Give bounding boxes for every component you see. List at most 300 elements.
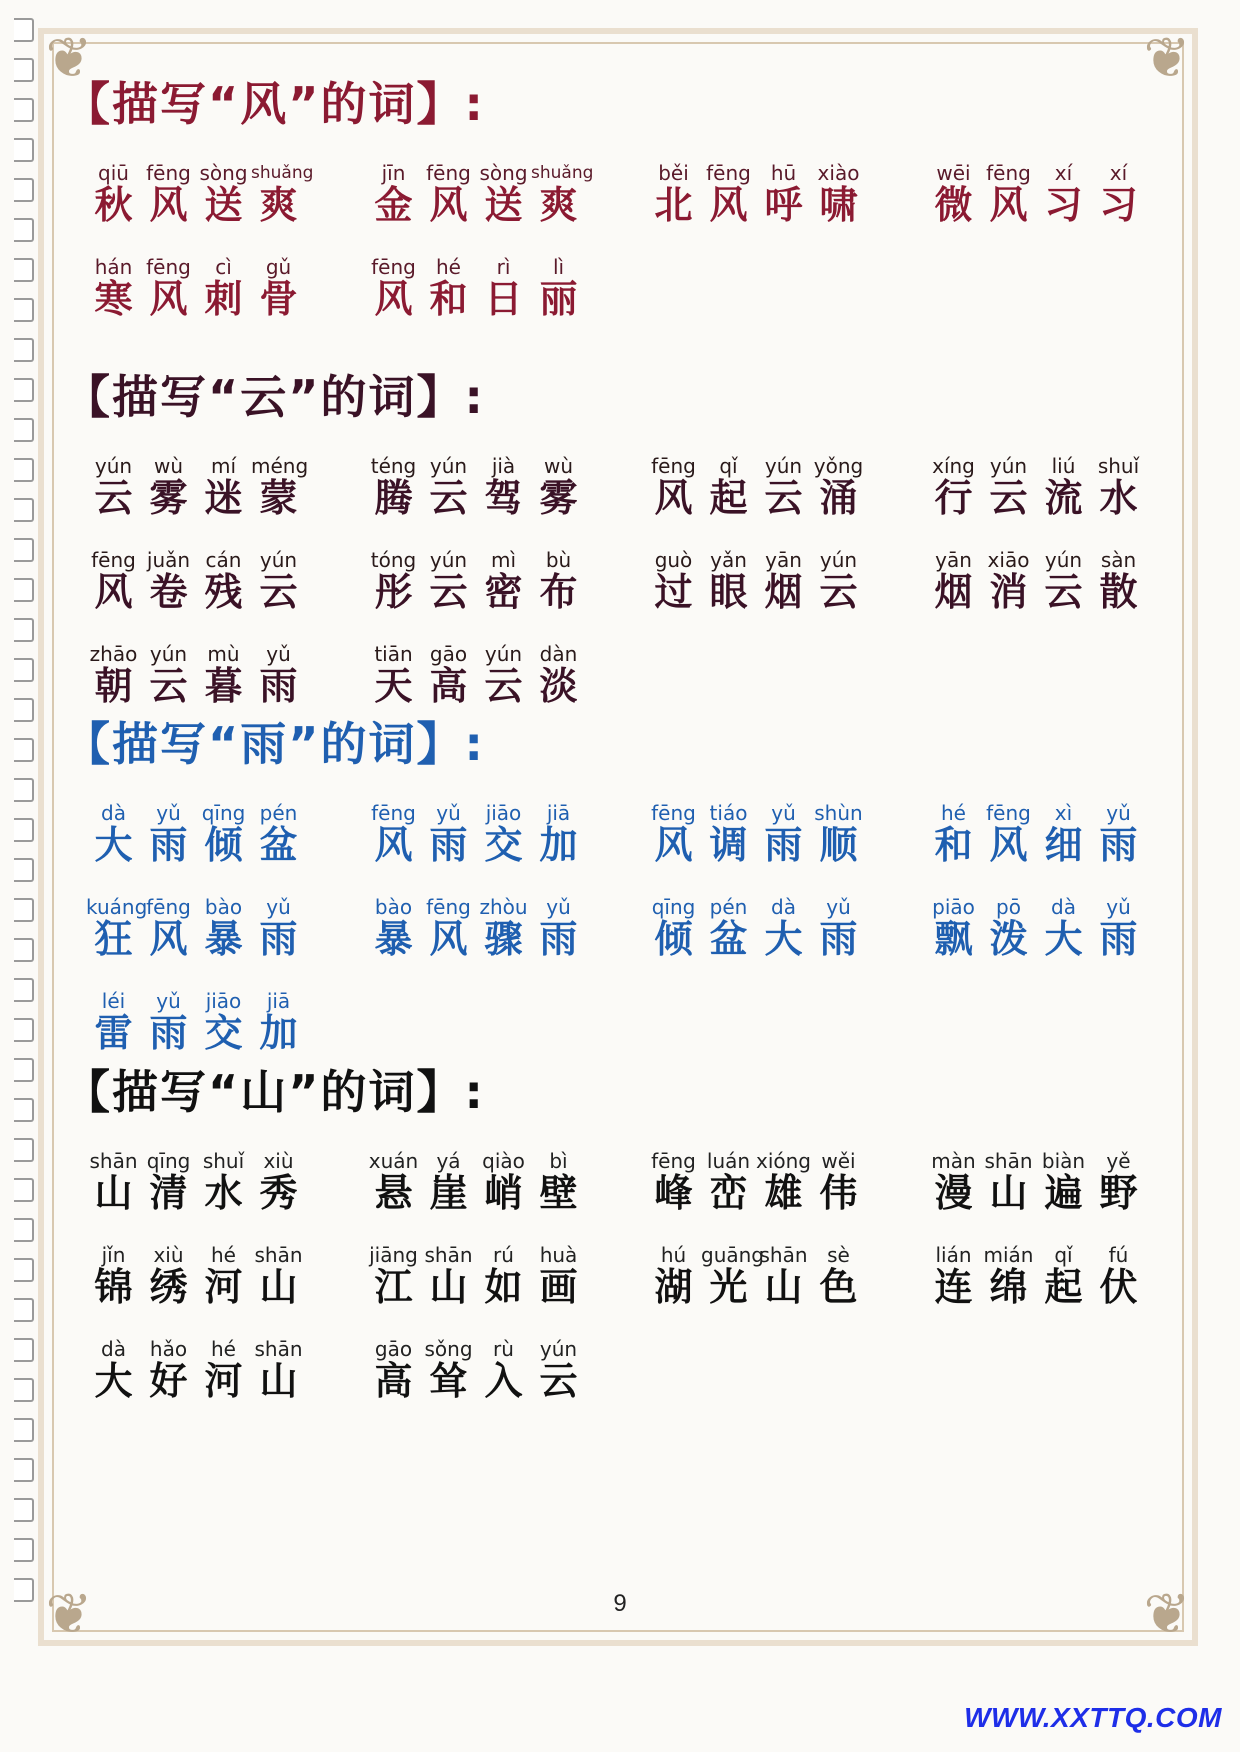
hanzi-character: 雨 bbox=[764, 822, 803, 867]
binder-hole bbox=[14, 1418, 34, 1442]
hanzi-character: 高 bbox=[374, 1358, 413, 1403]
pinyin-syllable: jiāo bbox=[205, 989, 242, 1013]
hanzi-row bbox=[366, 916, 586, 962]
hanzi-character: 风 bbox=[989, 822, 1028, 867]
pinyin-syllable: rù bbox=[493, 1337, 514, 1361]
pinyin-syllable: sè bbox=[827, 1243, 850, 1267]
pinyin-syllable: shuǐ bbox=[202, 1149, 245, 1173]
pinyin-syllable: yān bbox=[765, 548, 802, 572]
pinyin-syllable: méng bbox=[251, 454, 309, 478]
idiom-card bbox=[366, 1242, 586, 1322]
hanzi-character: 云 bbox=[259, 569, 298, 614]
binder-hole bbox=[14, 938, 34, 962]
pinyin-syllable: yǔ bbox=[1106, 895, 1131, 919]
binder-hole bbox=[14, 498, 34, 522]
hanzi-character: 雷 bbox=[94, 1010, 133, 1055]
pinyin-syllable: qiào bbox=[482, 1149, 525, 1173]
hanzi-character: 和 bbox=[429, 276, 468, 321]
pinyin-syllable: fēng bbox=[426, 895, 471, 919]
idiom-card bbox=[366, 1148, 586, 1228]
pinyin-syllable: hé bbox=[941, 801, 966, 825]
hanzi-character: 风 bbox=[429, 916, 468, 961]
hanzi-character: 如 bbox=[484, 1264, 523, 1309]
hanzi-character: 雨 bbox=[149, 1010, 188, 1055]
pinyin-syllable: fēng bbox=[651, 801, 696, 825]
pinyin-syllable: mù bbox=[207, 642, 240, 666]
hanzi-character: 风 bbox=[149, 916, 188, 961]
hanzi-row bbox=[646, 822, 866, 868]
hanzi-character: 耸 bbox=[429, 1358, 468, 1403]
hanzi-row bbox=[366, 276, 586, 322]
corner-ornament-icon: ❦ bbox=[45, 1582, 93, 1647]
hanzi-character: 加 bbox=[259, 1010, 298, 1055]
hanzi-row bbox=[926, 569, 1146, 615]
binder-hole bbox=[14, 1338, 34, 1362]
pinyin-syllable: dà bbox=[1051, 895, 1076, 919]
pinyin-syllable: hán bbox=[94, 255, 133, 279]
pinyin-syllable: huà bbox=[539, 1243, 578, 1267]
hanzi-character: 顺 bbox=[819, 822, 858, 867]
binder-hole bbox=[14, 898, 34, 922]
hanzi-character: 云 bbox=[764, 475, 803, 520]
hanzi-character: 雄 bbox=[764, 1170, 803, 1215]
hanzi-character: 眼 bbox=[709, 569, 748, 614]
hanzi-character: 盆 bbox=[259, 822, 298, 867]
pinyin-syllable: wēi bbox=[936, 161, 971, 185]
pinyin-syllable: dàn bbox=[539, 642, 578, 666]
pinyin-syllable: yún bbox=[259, 548, 298, 572]
hanzi-character: 色 bbox=[819, 1264, 858, 1309]
word-section bbox=[64, 365, 1184, 708]
hanzi-row bbox=[366, 1264, 586, 1310]
pinyin-syllable: wù bbox=[153, 454, 184, 478]
binder-hole bbox=[14, 1218, 34, 1242]
pinyin-syllable: qǐ bbox=[1054, 1243, 1073, 1267]
hanzi-character: 大 bbox=[1044, 916, 1083, 961]
hanzi-character: 水 bbox=[1099, 475, 1138, 520]
idiom-card bbox=[646, 547, 866, 627]
pinyin-syllable: cì bbox=[215, 255, 232, 279]
page-number: 9 bbox=[613, 1590, 627, 1617]
watermark: WWW.XXTTQ.COM bbox=[964, 1702, 1222, 1733]
corner-ornament-icon: ❦ bbox=[1143, 1582, 1191, 1647]
hanzi-row bbox=[86, 1010, 306, 1056]
hanzi-character: 交 bbox=[484, 822, 523, 867]
binder-hole bbox=[14, 138, 34, 162]
hanzi-character: 倾 bbox=[204, 822, 243, 867]
hanzi-character: 风 bbox=[989, 182, 1028, 227]
idiom-card bbox=[926, 453, 1146, 533]
hanzi-character: 野 bbox=[1099, 1170, 1138, 1215]
pinyin-syllable: xióng bbox=[756, 1149, 811, 1173]
pinyin-syllable: fēng bbox=[986, 801, 1031, 825]
hanzi-character: 丽 bbox=[539, 276, 578, 321]
hanzi-character: 雨 bbox=[429, 822, 468, 867]
pinyin-syllable: yǔ bbox=[771, 801, 796, 825]
hanzi-character: 画 bbox=[539, 1264, 578, 1309]
pinyin-syllable: téng bbox=[370, 454, 417, 478]
hanzi-character: 行 bbox=[934, 475, 973, 520]
hanzi-row bbox=[926, 1264, 1146, 1310]
word-section bbox=[64, 712, 1184, 1055]
pinyin-syllable: yǔ bbox=[1106, 801, 1131, 825]
hanzi-row bbox=[366, 569, 586, 615]
hanzi-row bbox=[86, 1264, 306, 1310]
pinyin-syllable: sǒng bbox=[424, 1337, 473, 1361]
hanzi-character: 调 bbox=[709, 822, 748, 867]
hanzi-row bbox=[646, 916, 866, 962]
hanzi-character: 飘 bbox=[934, 916, 973, 961]
idiom-card bbox=[646, 453, 866, 533]
binder-hole bbox=[14, 1498, 34, 1522]
hanzi-character: 日 bbox=[484, 276, 523, 321]
idiom-card bbox=[86, 894, 306, 974]
pinyin-syllable: yún bbox=[989, 454, 1028, 478]
pinyin-syllable: xí bbox=[1109, 161, 1128, 185]
idiom-card bbox=[86, 160, 314, 240]
hanzi-character: 好 bbox=[149, 1358, 188, 1403]
hanzi-character: 绣 bbox=[149, 1264, 188, 1309]
hanzi-character: 云 bbox=[429, 475, 468, 520]
idiom-card bbox=[86, 453, 309, 533]
pinyin-syllable: gāo bbox=[429, 642, 468, 666]
binder-hole bbox=[14, 1138, 34, 1162]
pinyin-syllable: shān bbox=[984, 1149, 1033, 1173]
idiom-card bbox=[86, 1336, 306, 1416]
binder-hole bbox=[14, 778, 34, 802]
hanzi-character: 雨 bbox=[259, 663, 298, 708]
pinyin-syllable: shān bbox=[89, 1149, 138, 1173]
hanzi-character: 河 bbox=[204, 1264, 243, 1309]
binder-hole bbox=[14, 978, 34, 1002]
pinyin-syllable: rì bbox=[496, 255, 511, 279]
idiom-card bbox=[86, 800, 306, 880]
binder-hole bbox=[14, 1258, 34, 1282]
pinyin-syllable: yún bbox=[149, 642, 188, 666]
hanzi-character: 山 bbox=[429, 1264, 468, 1309]
pinyin-syllable: yǔ bbox=[266, 895, 291, 919]
hanzi-character: 雨 bbox=[259, 916, 298, 961]
hanzi-character: 爽 bbox=[539, 182, 578, 227]
hanzi-character: 朝 bbox=[94, 663, 133, 708]
hanzi-character: 云 bbox=[989, 475, 1028, 520]
pinyin-syllable: shuǎng bbox=[531, 163, 594, 183]
pinyin-syllable: wù bbox=[543, 454, 574, 478]
pinyin-syllable: fēng bbox=[706, 161, 751, 185]
pinyin-syllable: yún bbox=[429, 454, 468, 478]
idiom-card bbox=[86, 254, 306, 334]
hanzi-row bbox=[926, 182, 1146, 228]
hanzi-character: 高 bbox=[429, 663, 468, 708]
pinyin-syllable: jià bbox=[491, 454, 516, 478]
binder-hole bbox=[14, 858, 34, 882]
binder-hole bbox=[14, 1458, 34, 1482]
pinyin-syllable: yún bbox=[94, 454, 133, 478]
hanzi-character: 呼 bbox=[764, 182, 803, 227]
pinyin-syllable: tiān bbox=[374, 642, 413, 666]
hanzi-character: 雾 bbox=[539, 475, 578, 520]
binder-hole bbox=[14, 338, 34, 362]
hanzi-character: 烟 bbox=[764, 569, 803, 614]
hanzi-character: 暮 bbox=[204, 663, 243, 708]
pinyin-syllable: mì bbox=[490, 548, 517, 572]
hanzi-character: 风 bbox=[94, 569, 133, 614]
hanzi-character: 暴 bbox=[204, 916, 243, 961]
hanzi-character: 雨 bbox=[819, 916, 858, 961]
hanzi-character: 湖 bbox=[654, 1264, 693, 1309]
pinyin-syllable: màn bbox=[931, 1149, 976, 1173]
hanzi-character: 雨 bbox=[1099, 822, 1138, 867]
pinyin-syllable: sòng bbox=[199, 161, 248, 185]
pinyin-syllable: lián bbox=[935, 1243, 972, 1267]
hanzi-character: 风 bbox=[709, 182, 748, 227]
pinyin-syllable: jīn bbox=[381, 161, 406, 185]
hanzi-character: 峦 bbox=[709, 1170, 748, 1215]
binder-hole bbox=[14, 618, 34, 642]
hanzi-row bbox=[366, 1170, 586, 1216]
hanzi-character: 过 bbox=[654, 569, 693, 614]
pinyin-syllable: yún bbox=[819, 548, 858, 572]
pinyin-syllable: xiāo bbox=[987, 548, 1030, 572]
hanzi-row bbox=[366, 822, 586, 868]
hanzi-row bbox=[86, 276, 306, 322]
hanzi-character: 送 bbox=[204, 182, 243, 227]
pinyin-syllable: bào bbox=[204, 895, 243, 919]
binder-hole bbox=[14, 1298, 34, 1322]
pinyin-syllable: cán bbox=[205, 548, 242, 572]
hanzi-character: 蒙 bbox=[259, 475, 298, 520]
pinyin-syllable: yǔ bbox=[826, 895, 851, 919]
hanzi-character: 北 bbox=[654, 182, 693, 227]
hanzi-character: 江 bbox=[374, 1264, 413, 1309]
hanzi-character: 遍 bbox=[1044, 1170, 1083, 1215]
pinyin-syllable: yún bbox=[764, 454, 803, 478]
hanzi-character: 入 bbox=[484, 1358, 523, 1403]
hanzi-row bbox=[86, 182, 306, 228]
idiom-card bbox=[366, 800, 586, 880]
idiom-card bbox=[926, 800, 1146, 880]
hanzi-character: 风 bbox=[149, 182, 188, 227]
binder-hole bbox=[14, 1378, 34, 1402]
idiom-card bbox=[926, 1148, 1146, 1228]
idiom-card bbox=[646, 1148, 866, 1228]
pinyin-syllable: shān bbox=[254, 1243, 303, 1267]
pinyin-syllable: tóng bbox=[370, 548, 417, 572]
hanzi-character: 山 bbox=[764, 1264, 803, 1309]
binder-hole bbox=[14, 818, 34, 842]
binder-hole bbox=[14, 378, 34, 402]
hanzi-character: 倾 bbox=[654, 916, 693, 961]
hanzi-row bbox=[86, 1358, 306, 1404]
idiom-card bbox=[366, 1336, 586, 1416]
pinyin-syllable: xíng bbox=[932, 454, 975, 478]
pinyin-syllable: xiù bbox=[263, 1149, 294, 1173]
binder-hole bbox=[14, 218, 34, 242]
pinyin-syllable: yún bbox=[539, 1337, 578, 1361]
idiom-card bbox=[926, 1242, 1146, 1322]
hanzi-character: 伟 bbox=[819, 1170, 858, 1215]
binder-hole bbox=[14, 1018, 34, 1042]
hanzi-character: 大 bbox=[94, 822, 133, 867]
pinyin-syllable: qīng bbox=[146, 1149, 191, 1173]
hanzi-character: 残 bbox=[204, 569, 243, 614]
pinyin-syllable: shuǎng bbox=[251, 163, 314, 183]
pinyin-syllable: bào bbox=[374, 895, 413, 919]
pinyin-syllable: lì bbox=[552, 255, 565, 279]
hanzi-row bbox=[646, 182, 866, 228]
hanzi-row bbox=[86, 1170, 306, 1216]
pinyin-syllable: fēng bbox=[426, 161, 471, 185]
binder-hole bbox=[14, 258, 34, 282]
pinyin-syllable: mián bbox=[983, 1243, 1034, 1267]
pinyin-syllable: zhòu bbox=[479, 895, 528, 919]
hanzi-character: 卷 bbox=[149, 569, 188, 614]
pinyin-syllable: jǐn bbox=[101, 1243, 126, 1267]
hanzi-character: 彤 bbox=[374, 569, 413, 614]
section-heading: 【描写“雨”的词】: bbox=[64, 717, 485, 771]
hanzi-row bbox=[646, 1264, 866, 1310]
pinyin-syllable: yá bbox=[436, 1149, 461, 1173]
hanzi-row bbox=[926, 916, 1146, 962]
hanzi-character: 悬 bbox=[374, 1170, 413, 1215]
hanzi-row bbox=[646, 1170, 866, 1216]
idiom-card bbox=[86, 641, 306, 721]
binder-hole bbox=[14, 298, 34, 322]
hanzi-character: 云 bbox=[429, 569, 468, 614]
hanzi-character: 寒 bbox=[94, 276, 133, 321]
pinyin-syllable: luán bbox=[706, 1149, 751, 1173]
pinyin-syllable: yǔ bbox=[156, 989, 181, 1013]
pinyin-syllable: piāo bbox=[932, 895, 975, 919]
hanzi-character: 习 bbox=[1099, 182, 1138, 227]
pinyin-syllable: xuán bbox=[368, 1149, 419, 1173]
hanzi-character: 风 bbox=[374, 822, 413, 867]
pinyin-syllable: biàn bbox=[1041, 1149, 1086, 1173]
idiom-card bbox=[86, 547, 306, 627]
hanzi-character: 大 bbox=[94, 1358, 133, 1403]
hanzi-character: 烟 bbox=[934, 569, 973, 614]
hanzi-character: 和 bbox=[934, 822, 973, 867]
pinyin-syllable: guāng bbox=[701, 1243, 764, 1267]
pinyin-syllable: fēng bbox=[146, 161, 191, 185]
hanzi-row bbox=[86, 916, 306, 962]
hanzi-character: 山 bbox=[989, 1170, 1028, 1215]
hanzi-character: 云 bbox=[94, 475, 133, 520]
hanzi-character: 山 bbox=[259, 1264, 298, 1309]
binder-hole bbox=[14, 1178, 34, 1202]
hanzi-character: 云 bbox=[149, 663, 188, 708]
pinyin-syllable: dà bbox=[101, 801, 126, 825]
idiom-card bbox=[366, 453, 586, 533]
pinyin-syllable: xiào bbox=[817, 161, 860, 185]
hanzi-character: 泼 bbox=[989, 916, 1028, 961]
pinyin-syllable: shān bbox=[759, 1243, 808, 1267]
hanzi-character: 云 bbox=[539, 1358, 578, 1403]
hanzi-character: 风 bbox=[429, 182, 468, 227]
hanzi-row bbox=[366, 663, 586, 709]
pinyin-syllable: pō bbox=[996, 895, 1021, 919]
pinyin-syllable: wěi bbox=[821, 1149, 856, 1173]
pinyin-syllable: gāo bbox=[374, 1337, 413, 1361]
pinyin-syllable: shān bbox=[424, 1243, 473, 1267]
pinyin-syllable: léi bbox=[101, 989, 126, 1013]
binder-hole bbox=[14, 578, 34, 602]
word-section bbox=[64, 72, 1184, 321]
hanzi-row bbox=[86, 475, 306, 521]
binder-hole bbox=[14, 658, 34, 682]
idiom-card bbox=[646, 1242, 866, 1322]
pinyin-syllable: qīng bbox=[201, 801, 246, 825]
hanzi-character: 雨 bbox=[1099, 916, 1138, 961]
pinyin-syllable: dà bbox=[101, 1337, 126, 1361]
pinyin-syllable: yún bbox=[429, 548, 468, 572]
pinyin-syllable: dà bbox=[771, 895, 796, 919]
hanzi-character: 风 bbox=[654, 822, 693, 867]
pinyin-syllable: kuáng bbox=[86, 895, 148, 919]
binder-hole bbox=[14, 698, 34, 722]
pinyin-syllable: jiāo bbox=[485, 801, 522, 825]
hanzi-row bbox=[646, 569, 866, 615]
hanzi-character: 云 bbox=[1044, 569, 1083, 614]
hanzi-character: 清 bbox=[149, 1170, 188, 1215]
pinyin-syllable: fēng bbox=[651, 1149, 696, 1173]
hanzi-character: 习 bbox=[1044, 182, 1083, 227]
hanzi-character: 风 bbox=[654, 475, 693, 520]
pinyin-syllable: shān bbox=[254, 1337, 303, 1361]
hanzi-row bbox=[926, 475, 1146, 521]
hanzi-character: 消 bbox=[989, 569, 1028, 614]
binder-hole bbox=[14, 98, 34, 122]
hanzi-character: 山 bbox=[94, 1170, 133, 1215]
binder-hole bbox=[14, 1538, 34, 1562]
idiom-card bbox=[646, 894, 866, 974]
pinyin-syllable: rú bbox=[493, 1243, 514, 1267]
pinyin-syllable: liú bbox=[1051, 454, 1076, 478]
hanzi-character: 迷 bbox=[204, 475, 243, 520]
idiom-card bbox=[366, 894, 586, 974]
hanzi-character: 秋 bbox=[94, 182, 133, 227]
pinyin-syllable: fēng bbox=[986, 161, 1031, 185]
pinyin-syllable: yǔ bbox=[436, 801, 461, 825]
pinyin-syllable: hé bbox=[211, 1337, 236, 1361]
hanzi-character: 云 bbox=[819, 569, 858, 614]
hanzi-character: 水 bbox=[204, 1170, 243, 1215]
pinyin-syllable: hú bbox=[660, 1243, 687, 1267]
pinyin-syllable: fēng bbox=[651, 454, 696, 478]
hanzi-character: 爽 bbox=[259, 182, 298, 227]
binder-hole bbox=[14, 18, 34, 42]
hanzi-character: 崖 bbox=[429, 1170, 468, 1215]
hanzi-character: 雨 bbox=[149, 822, 188, 867]
hanzi-character: 起 bbox=[1044, 1264, 1083, 1309]
pinyin-syllable: fēng bbox=[371, 801, 416, 825]
pinyin-syllable: jiā bbox=[266, 989, 291, 1013]
pinyin-syllable: guò bbox=[654, 548, 693, 572]
pinyin-syllable: pén bbox=[709, 895, 748, 919]
pinyin-syllable: hé bbox=[436, 255, 461, 279]
pinyin-syllable: xiù bbox=[153, 1243, 184, 1267]
hanzi-character: 起 bbox=[709, 475, 748, 520]
pinyin-syllable: sàn bbox=[1100, 548, 1137, 572]
hanzi-character: 峰 bbox=[654, 1170, 693, 1215]
idiom-card bbox=[86, 1242, 306, 1322]
idiom-card bbox=[926, 894, 1146, 974]
hanzi-character: 送 bbox=[484, 182, 523, 227]
hanzi-character: 壁 bbox=[539, 1170, 578, 1215]
hanzi-character: 雾 bbox=[149, 475, 188, 520]
pinyin-syllable: bù bbox=[545, 548, 572, 572]
pinyin-syllable: yǔ bbox=[546, 895, 571, 919]
